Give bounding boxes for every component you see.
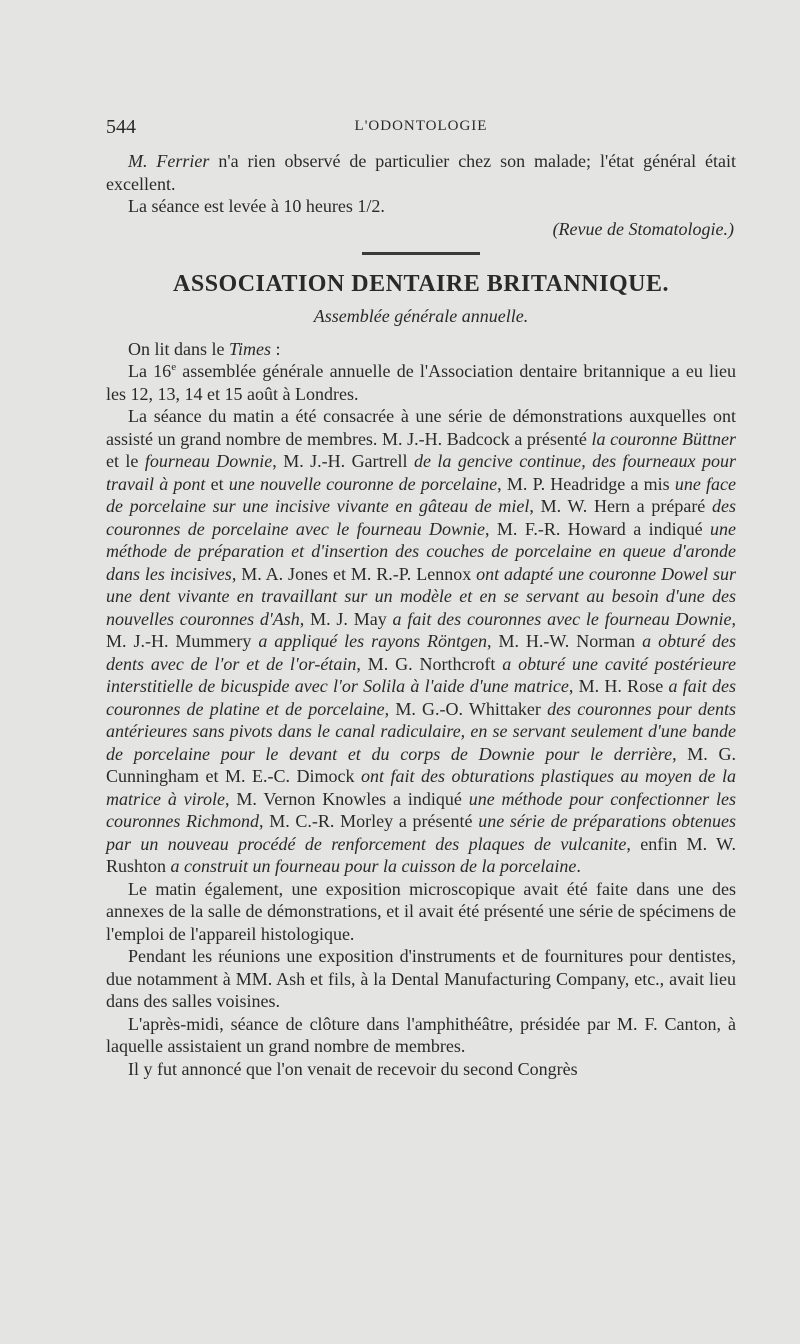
paragraph-microscope: Le matin également, une exposition microscopique avait été faite dans une des annexes de la salle de démonstrations, et il avait été présenté une série de spécimens de l'emploi de l'appareil histologique.	[106, 878, 736, 944]
demo-text: , M. G.-O. Whittaker	[384, 698, 548, 719]
paragraph-exhibition: Pendant les réunions une exposition d'instruments et de fournitures pour dentistes, due notamment à MM. Ash et fils, à la Dental Manufacturing Company, etc., avait lieu dans des salles voisines.	[106, 946, 736, 1011]
paragraph-afternoon: L'après-midi, séance de clôture dans l'amphithéâtre, présidée par M. F. Canton, à laquelle assistaient un grand nombre de membres.	[106, 1013, 736, 1056]
running-title: L'ODONTOLOGIE	[354, 118, 488, 134]
demo-text: .	[576, 856, 581, 876]
demo-title-italic: fourneau Downie	[144, 451, 273, 471]
demo-text: , M. J.-H. Gartrell	[272, 451, 414, 471]
newspaper-name: Times	[229, 338, 272, 359]
demo-title-italic: la couronne Büttner	[591, 428, 736, 449]
demo-text: , M. G. Cunningham et M. E.-C. Dimock	[106, 743, 736, 786]
paragraph-announcement: Il y fut annoncé que l'on venait de recevoir du second Congrès	[128, 1058, 578, 1079]
demo-text: , M. G. Northcroft	[356, 653, 503, 674]
section-divider	[362, 252, 480, 255]
demo-text: , M. J.-H. Mummery	[106, 608, 736, 651]
demo-text: et le	[106, 451, 145, 471]
demo-title-italic: a appliqué les rayons Röntgen	[258, 631, 488, 651]
demo-text: , M. A. Jones et M. R.-P. Lennox	[231, 563, 477, 584]
paragraph-intro: On lit dans le Times :	[128, 338, 281, 359]
speaker-name: M. Ferrier	[128, 151, 210, 171]
demo-title-italic: a construit un fourneau pour la cuisson de la porcelaine	[170, 856, 577, 876]
demo-title-italic: une série de préparations obtenues par un nouveau procédé de renforcement des plaques de vulcanite	[106, 811, 736, 854]
demo-text: , M. W. Hern a préparé	[529, 496, 712, 516]
demo-text: et	[205, 473, 229, 494]
paragraph-demonstrations	[106, 405, 736, 878]
demo-title-italic: de la gencive continue, des fourneaux pour travail à pont	[106, 451, 736, 494]
source-citation: (Revue de Stomatologie.)	[552, 218, 734, 239]
page-header	[106, 116, 736, 142]
section-title: ASSOCIATION DENTAIRE BRITANNIQUE.	[173, 271, 669, 297]
demo-title-italic: une nouvelle couronne de porcelaine	[228, 473, 498, 494]
demo-title-italic: des couronnes de porcelaine avec le fourneau Downie	[106, 496, 736, 539]
demo-title-italic: ont adapté une couronne Dowel sur une dent vivante en travaillant sur un modèle et en se servant au besoin d'une des nouvelles couronnes d'Ash	[106, 563, 736, 629]
demo-text: La séance du matin a été consacrée à une série de démonstrations auxquelles ont assisté un grand nombre de membres. M. J.-H. Badcock a présenté	[106, 406, 736, 449]
demo-title-italic: une méthode de préparation et d'insertion des couches de porcelaine en queue d'aronde dans les incisives	[106, 518, 736, 584]
demo-title-italic: a obturé des dents avec de l'or et de l'or-étain	[106, 631, 736, 674]
paragraph-closing: La séance est levée à 10 heures 1/2.	[128, 196, 385, 216]
paragraph-text: n'a rien observé de particulier chez son malade; l'état général était excellent.	[106, 151, 736, 194]
demo-title-italic: une face de porcelaine sur une incisive vivante en gâteau de miel	[106, 473, 737, 516]
demo-text: , M. C.-R. Morley a présenté	[259, 811, 479, 831]
demo-title-italic: ont fait des obturations plastiques au moyen de la matrice à virole	[106, 766, 736, 809]
demo-text: , M. F.-R. Howard a indiqué	[485, 518, 710, 539]
page-body	[106, 150, 736, 1080]
demo-title-italic: a fait des couronnes avec le fourneau Downie	[392, 608, 732, 629]
demo-text: , M. H. Rose	[568, 676, 669, 696]
demo-text: , M. J. May	[299, 608, 393, 629]
demo-text: , M. H.-W. Norman	[487, 631, 643, 651]
demo-title-italic: a fait des couronnes de platine et de porcelaine	[106, 676, 737, 719]
demo-title-italic: une méthode pour confectionner les couronnes Richmond	[106, 788, 737, 831]
demo-text: , M. Vernon Knowles a indiqué	[225, 788, 469, 809]
demo-text: , M. P. Headridge a mis	[497, 473, 675, 494]
section-subtitle: Assemblée générale annuelle.	[313, 306, 529, 326]
page-number: 544	[106, 116, 136, 138]
paragraph-ferrier	[106, 150, 736, 195]
demo-title-italic: a obturé une cavité postérieure interstitielle de bicuspide avec l'or Solila à l'aide d'une matrice	[106, 653, 736, 696]
demo-text: , enfin M. W. Rushton	[106, 833, 736, 876]
paragraph-assembly: La 16e assemblée générale annuelle de l'Association dentaire britannique a eu lieu les 12, 13, 14 et 15 août à Londres.	[106, 361, 737, 404]
demo-title-italic: des couronnes pour dents antérieures sans pivots dans le canal radiculaire, en se servant seulement d'une bande de porcelaine pour le devant et du corps de Downie pour le derrière	[106, 698, 736, 764]
